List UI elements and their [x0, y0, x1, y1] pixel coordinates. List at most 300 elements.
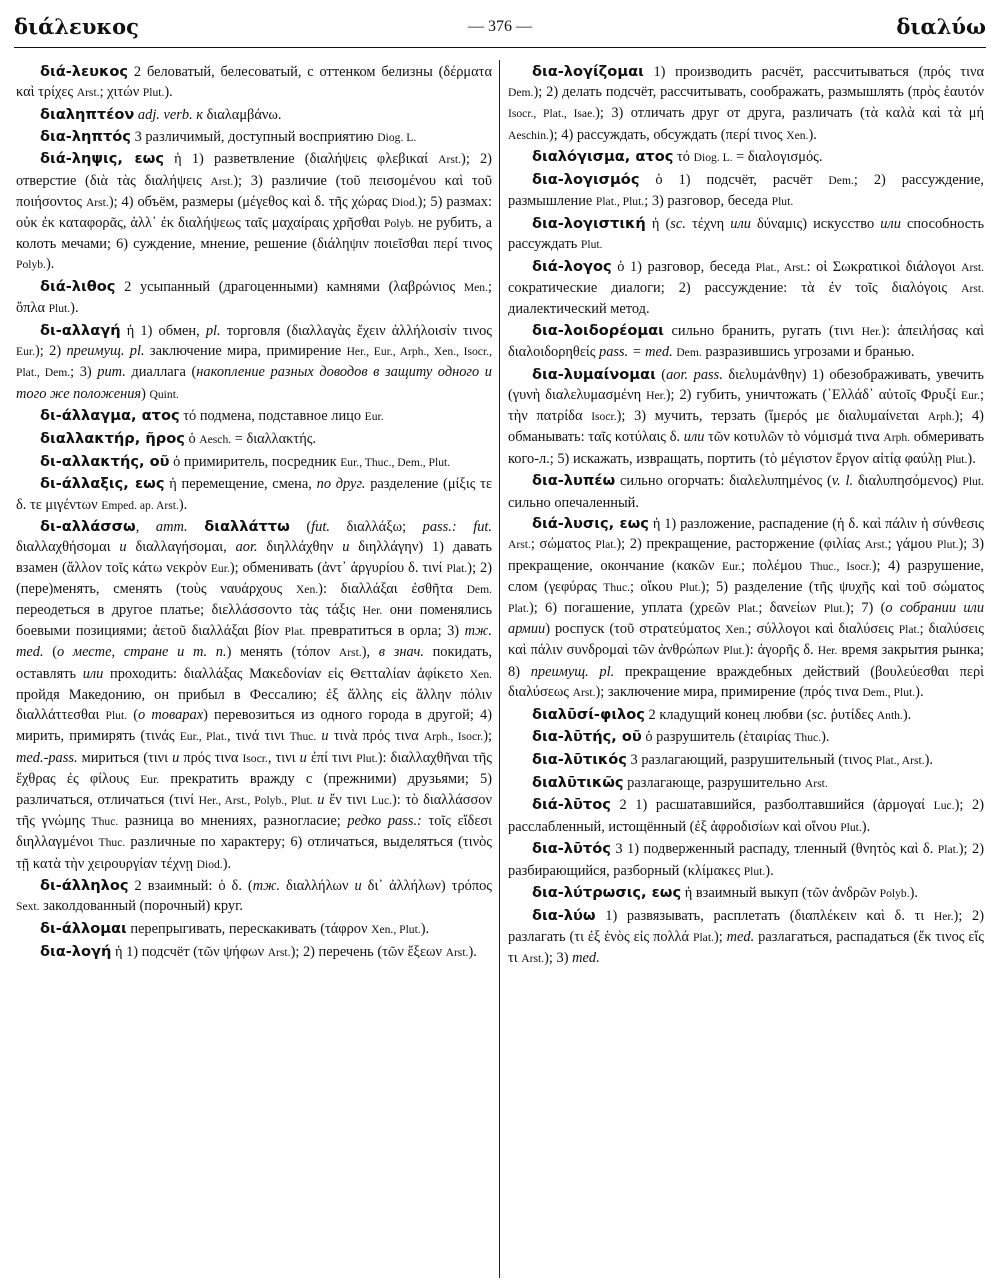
dictionary-entry	[16, 105, 492, 125]
entry-text: ἡ 1) разложение, распадение (ἡ δ. καὶ πάλιν ἡ σύνθεσις	[648, 516, 984, 533]
entry-text: δύναμις) искусство	[750, 215, 881, 232]
dictionary-entry	[16, 149, 492, 275]
headword: δια-λυμαίνομαι	[532, 365, 656, 383]
source-abbrev: Arst.	[961, 282, 984, 296]
entry-text: ): ἀπειλήσας καὶ διαλοιδορηθείς	[508, 322, 984, 361]
source-abbrev: Diod.	[391, 195, 418, 209]
entry-text: ἡ 1) разветвление (διαλήψεις φλεβικαί	[164, 151, 439, 168]
italic-gloss: и	[354, 878, 362, 895]
entry-text: , τινι	[267, 749, 300, 766]
source-abbrev: Arst.	[338, 646, 362, 660]
source-abbrev: Plat.	[693, 931, 714, 945]
italic-gloss: или	[683, 429, 705, 446]
headword: διαλῡτικῶς	[532, 773, 624, 791]
entry-text: = διαλλακτής.	[231, 430, 317, 447]
entry-text: δι᾿ ἀλλήλων) τρόπος	[361, 878, 492, 895]
source-abbrev: Aesch.	[199, 432, 232, 446]
entry-text: ); 3) отличать друг от друга, различать (τὰ καλὰ καὶ τὰ μή	[595, 105, 984, 122]
dictionary-entry	[508, 705, 984, 726]
italic-gloss: или	[730, 215, 751, 232]
entry-text: διελυμάνθην) 1) обезображивать, увечить (γυνὴ διαλελυμασμένη	[508, 366, 984, 404]
entry-text: проходить: διαλλάξας Μακεδονίαν εἰς Θετταλίαν ἀφίκετο	[103, 665, 470, 682]
entry-text: , τινά τινι	[226, 728, 290, 745]
source-abbrev: Eur., Plat.	[179, 730, 227, 744]
source-abbrev: Plut.	[580, 238, 603, 252]
source-abbrev: Plut.	[823, 602, 846, 616]
dictionary-entry	[508, 62, 984, 146]
dictionary-entry	[508, 839, 984, 881]
dictionary-entry	[508, 321, 984, 363]
entry-text: разлагаться, распадаться (ἔκ τινος εἴς τι	[508, 929, 984, 967]
entry-text: ).	[861, 818, 871, 835]
entry-text: διαλυπησόμενος)	[853, 473, 963, 490]
entry-text: сократические диалоги; 2) рассуждение: τὰ ἐν τοῖς διαλόγοις	[508, 280, 962, 297]
headword: δια-λογιστική	[532, 214, 646, 232]
source-abbrev: Her., Eur., Arph., Xen., Isocr., Plat., Dem.	[16, 345, 492, 380]
source-abbrev: Diod.	[196, 857, 223, 871]
dictionary-entry	[508, 773, 984, 794]
source-abbrev: Dem., Plut.	[862, 685, 916, 699]
source-abbrev: Plat., Arst.	[755, 260, 807, 274]
source-abbrev: Xen.	[469, 667, 492, 681]
entry-text: ); 2) (пере)менять, сменять (τοὺς ναυάρχους	[16, 559, 492, 597]
source-abbrev: Xen., Plut.	[371, 923, 421, 937]
italic-gloss: med.	[572, 950, 600, 967]
headword: δια-λογισμός	[532, 171, 640, 189]
source-abbrev: Thuc.	[98, 836, 126, 850]
source-abbrev: Eur.	[960, 389, 980, 403]
entry-text: ; σύλλογοι καὶ διαλύσεις	[747, 621, 899, 638]
entry-text: сильно огорчать: διαλελυπημένος (	[615, 473, 832, 490]
entry-text: ); 5) размах: οὐκ ἐκ καταφορᾶς, ἀλλ᾿ ἐκ διαλήψεως ταῖς μαχαίραις χρῆσθαι	[16, 193, 492, 231]
entry-text: не рубить, а колоть мечами; 6) суждение, мнение, решение (διάληψιν ποιεῖσθαι περί τινος	[16, 214, 492, 253]
entry-text: );	[713, 929, 727, 946]
headword: διαλῡσί-φιλος	[532, 705, 645, 723]
italic-gloss: и	[172, 749, 180, 766]
entry-text: ); 2)	[35, 343, 67, 360]
headword: δι-άλλομαι	[40, 920, 127, 938]
entry-text: ὁ 1) разговор, беседа	[611, 258, 756, 275]
source-abbrev: Eur.	[140, 772, 160, 786]
headword: δια-λῡτής, οῦ	[532, 728, 642, 746]
entry-text: ).	[821, 729, 830, 746]
entry-text: 2 взаимный: ὁ δ. (	[128, 878, 253, 895]
source-abbrev: Plut.	[945, 452, 968, 466]
entry-text: ; 2) рассуждение, размышление	[508, 172, 984, 210]
italic-gloss: и	[299, 749, 307, 766]
entry-text: различные по характеру; 6) отличаться, выделяться (τινὸς τῇ κατὰ τὴν χειρουργίαν τέχνῃ	[16, 834, 492, 872]
dictionary-entry	[16, 127, 492, 148]
source-abbrev: Luc.	[371, 793, 392, 807]
entry-text: ).	[45, 256, 55, 273]
italic-gloss: sc.	[670, 215, 686, 232]
entry-text: ἡ перемещение, смена,	[164, 476, 317, 493]
entry-text: ); 2) прекращение, расторжение (φιλίας	[616, 536, 865, 553]
dictionary-entry	[16, 62, 492, 103]
source-abbrev: Arst.	[85, 195, 109, 209]
italic-gloss: редко pass.:	[347, 813, 422, 830]
entry-text: ); 4) объём, размеры (μέγεθος καὶ δ. τῆς χώρας	[108, 193, 392, 210]
source-abbrev: Arph.	[883, 431, 911, 445]
headword: διά-ληψις, εως	[40, 150, 164, 168]
source-abbrev: Isocr.	[591, 410, 617, 424]
source-abbrev: Thuc.	[603, 580, 630, 594]
page-number: — 376 —	[468, 18, 532, 35]
source-abbrev: Plut.	[840, 820, 862, 834]
dictionary-entry	[508, 170, 984, 212]
source-abbrev: Xen.	[725, 623, 748, 637]
entry-text: ἡ 1) подсчёт (τῶν ψήφων	[111, 943, 268, 960]
italic-gloss: о месте, стране и т. п.	[57, 644, 227, 661]
source-abbrev: Luc.	[933, 799, 955, 813]
entry-text: ).	[909, 885, 919, 902]
source-abbrev: Anth.	[876, 708, 903, 722]
italic-gloss: рит.	[97, 364, 126, 381]
entry-text: ); 2) разбирающийся, разборный (κλίμακες	[508, 841, 984, 879]
headword: διαλόγισμα, ατος	[532, 148, 674, 166]
entry-text: сильно бранить, ругать (τινι	[663, 322, 862, 339]
entry-text: ) роспуск (τοῦ στρατεύματος	[545, 621, 726, 638]
source-abbrev: Plut.	[105, 709, 128, 723]
italic-gloss: med.	[726, 929, 755, 946]
header-rule	[14, 47, 986, 48]
source-abbrev: Plut.	[356, 751, 378, 765]
entry-text: ).	[222, 855, 232, 872]
source-abbrev: Plat.	[508, 602, 529, 616]
entry-text: 2 1) расшатавшийся, разболтавшийся (ἁρμογαί	[610, 797, 934, 814]
source-abbrev: Arst.	[445, 945, 469, 959]
source-abbrev: Plut.	[962, 475, 984, 489]
source-abbrev: Diog. L.	[377, 130, 417, 144]
entry-text: ; διαλύσεις καὶ πάλιν συνδρομαὶ τῶν ἀνθρώπων	[508, 621, 984, 659]
entry-text: ; σώματος	[530, 536, 596, 553]
dictionary-entry	[16, 517, 492, 874]
entry-text: ); 7) (	[845, 600, 886, 617]
entry-text: заключение мира, примирение	[144, 343, 347, 360]
entry-text: они поменялись боевыми позициями; ἀετοῦ διαλλάξαι βίον	[16, 602, 492, 640]
entry-text: ); 2) отверстие (διὰ τὰς διαλήψεις	[16, 151, 492, 189]
entry-text: ἔν τινι	[324, 791, 372, 808]
right-column	[508, 62, 984, 1277]
dictionary-entry	[16, 474, 492, 515]
source-abbrev: Thuc.	[91, 815, 119, 829]
entry-text: = διαλογισμός.	[732, 149, 823, 166]
source-abbrev: Emped. ap. Arst.	[101, 498, 179, 512]
entry-text: диалектический метод.	[508, 301, 650, 318]
dictionary-entry	[508, 727, 984, 748]
entry-text: ; 3) разговор, беседа	[644, 193, 772, 210]
headword: δια-λογή	[40, 942, 112, 960]
entry-text: ).	[902, 706, 912, 723]
entry-text: ): διαλλαχθῆναι τῆς ἔχθρας ἐς φίλους	[16, 749, 492, 787]
italic-gloss: или	[880, 215, 901, 232]
source-abbrev: Eur.	[721, 559, 741, 573]
entry-text: ); 3) различие (τοῦ πεισομένου καὶ τοῦ ποιήσοντος	[16, 172, 492, 210]
italic-gloss: о товарах	[138, 707, 204, 724]
source-abbrev: Sext.	[16, 900, 40, 914]
source-abbrev: Plut.	[142, 86, 165, 100]
entry-text: переодеться в другое платье; διελλάσσοντο τὰς τάξις	[16, 602, 363, 619]
source-abbrev: Eur.	[210, 561, 230, 575]
entry-text: покидать, оставлять	[16, 644, 492, 682]
column-divider	[499, 60, 500, 1278]
page-header	[14, 12, 986, 46]
entry-text: разница во мнениях, разногласие;	[118, 813, 348, 830]
entry-text: ); 2) перечень (τῶν ἕξεων	[290, 943, 446, 960]
source-abbrev: Arph.	[927, 410, 955, 424]
source-abbrev: Diog. L.	[693, 151, 733, 165]
entry-text: ); 6) погашение, уплата (χρεῶν	[528, 600, 738, 617]
entry-text: 1) развязывать, расплетать (διαπλέκειν καὶ δ. τι	[595, 907, 934, 924]
entry-text: разделение (μίξις τε δ. τε μιγέντων	[16, 476, 492, 513]
entry-text: )	[141, 385, 150, 402]
entry-text: ἡ (	[645, 215, 671, 232]
entry-text: ),	[361, 644, 379, 661]
italic-gloss: sc.	[811, 706, 828, 723]
entry-text: ; χιτών	[99, 84, 143, 101]
italic-gloss: в знач.	[378, 644, 424, 661]
entry-text: ); 2) губить, уничтожать (᾿Ελλάδ᾿ αὐτοῖς Φρυξί	[665, 387, 961, 404]
entry-text: разлагающе, разрушительно	[623, 774, 805, 791]
italic-gloss: pass.: fut.	[422, 519, 492, 536]
source-abbrev: Eur.	[364, 410, 384, 424]
entry-text: ; δανείων	[758, 600, 824, 617]
entry-text: ῥυτίδες	[827, 706, 877, 723]
entry-text: сильно опечаленный.	[508, 494, 639, 511]
entry-text: ).	[420, 921, 430, 938]
entry-text: обмеривать кого-л.; 5) искажать, извращать, портить (τὸ μέγιστον ἔργον αἰτίᾳ φαύλῃ	[508, 429, 984, 467]
entry-text: ; οἴκου	[630, 578, 680, 595]
headword: διά-λῡτος	[532, 796, 611, 814]
entry-text: (	[43, 644, 58, 661]
dictionary-entry	[508, 750, 984, 771]
italic-gloss: aor. pass.	[666, 366, 723, 383]
source-abbrev: Men.	[463, 281, 488, 295]
entry-text: ) перевозиться из одного города в другой; 4) мирить, примирять (τινάς	[16, 707, 492, 745]
italic-gloss: pl.	[205, 322, 221, 339]
italic-gloss: и	[342, 539, 350, 556]
headword: διαλλάττω	[204, 518, 290, 536]
headword: δια-λυπέω	[532, 472, 616, 490]
entry-text: ).	[164, 84, 173, 101]
source-abbrev: Xen.	[295, 582, 319, 596]
source-abbrev: Arph., Isocr.	[423, 730, 484, 744]
italic-gloss: aor.	[235, 539, 258, 556]
entry-text: ).	[765, 862, 774, 879]
entry-text: торговля (διαλλαγὰς ἔχειν ἀλλήλοισίν τινος	[220, 322, 492, 339]
entry-text: ); 3) прекращение, окончание (κακῶν	[508, 536, 984, 574]
entry-text: ὁ примиритель, посредник	[169, 453, 341, 470]
italic-gloss: fut.	[311, 519, 330, 536]
source-abbrev: Isocr., Plat., Isae.	[508, 107, 596, 121]
dictionary-entry	[508, 365, 984, 470]
entry-text: διαλαμβάνω.	[203, 106, 282, 123]
entry-text: ).	[915, 683, 924, 700]
dictionary-entry	[16, 277, 492, 319]
entry-text: ): τὸ διαλλάσσον τῆς γνώμης	[16, 791, 492, 830]
entry-text: ; ὅπλα	[16, 279, 492, 317]
entry-text: ); 4) рассуждать, обсуждать (περί τινος	[548, 126, 787, 143]
entry-text: ὁ 1) подсчёт, расчёт	[639, 172, 829, 189]
italic-gloss: и	[317, 791, 325, 808]
source-abbrev: Thuc.	[289, 730, 317, 744]
entry-text: ,	[135, 519, 156, 536]
dictionary-entry	[508, 795, 984, 837]
header-first-headword: διάλευκος	[14, 14, 139, 39]
italic-gloss: по друг.	[316, 476, 366, 493]
entry-text: пройдя Македонию, он прибыл в Фессалию; ἐξ ἄλλης εἰς ἄλλην πόλιν διαλλάττεσθαι	[16, 686, 492, 724]
entry-text: ); 2) разлагать (τι ἐξ ἑνὸς εἰς πολλά	[508, 907, 984, 946]
entry-text: διαλλήλων	[280, 878, 355, 895]
entry-text: τό подмена, подставное лицо	[179, 408, 365, 425]
dictionary-entry	[508, 471, 984, 512]
headword: δια-λῡτός	[532, 840, 611, 858]
headword: δι-αλλαγή	[40, 321, 121, 339]
source-abbrev: Eur., Thuc., Dem., Plut.	[340, 455, 451, 469]
entry-text: διαλλαγήσομαι,	[126, 539, 236, 556]
entry-text: ); 3) мучить, терзать (ἵμερός με διαλυμαίνεται	[616, 408, 928, 425]
source-abbrev: Arst.	[438, 153, 462, 167]
entry-text: 3 1) подверженный распаду, тленный (θνητὸς καὶ δ.	[610, 841, 938, 858]
source-abbrev: Arst.	[267, 945, 291, 959]
italic-gloss: атт.	[155, 519, 188, 536]
entry-text: ): ἀγορῆς δ.	[744, 642, 818, 659]
source-abbrev: Quint.	[149, 387, 179, 401]
source-abbrev: Plat.	[446, 561, 468, 575]
entry-text: ); обменивать (ἀντ᾿ ἀργυρίου δ. τινί	[229, 559, 447, 576]
dictionary-entry	[16, 429, 492, 450]
dictionary-entry	[508, 906, 984, 970]
source-abbrev: Plat.	[284, 625, 306, 639]
entry-text: ).	[468, 943, 477, 960]
entry-text: τό	[673, 149, 694, 166]
headword: δι-αλλάσσω	[40, 518, 136, 536]
entry-text: ἐπί τινι	[306, 749, 357, 766]
source-abbrev: Thuc.	[794, 731, 822, 745]
entry-text: ): διαλλάξαι ἐσθῆτα	[318, 580, 467, 597]
headword: δια-λογίζομαι	[532, 63, 644, 80]
entry-text: способность рассуждать	[508, 215, 984, 253]
entry-text: διηλλάχθην	[257, 539, 343, 556]
italic-gloss: о собрании или армии	[508, 600, 984, 638]
headword: διά-λυσις, εως	[532, 515, 649, 533]
entry-text	[188, 519, 205, 535]
source-abbrev: Plat., Plut.	[595, 195, 645, 209]
dictionary-entry	[16, 942, 492, 963]
italic-gloss: v. l.	[831, 473, 854, 490]
entry-text: ); 2) делать подсчёт, рассчитывать, соображать, размышлять (πρὸς ἑαυτόν	[533, 84, 984, 101]
entry-text: τοῖς εἴδεσι διηλλαγμένοι	[16, 813, 492, 851]
entry-text: ); 3)	[544, 950, 573, 967]
italic-gloss: преимущ. pl.	[66, 343, 145, 360]
entry-text: прекращение враждебных действий (βουλεύεσθαι περὶ διαλύσεως	[508, 663, 984, 700]
source-abbrev: Plut.	[771, 195, 794, 209]
entry-text: ὁ разрушитель (ἑταιρίας	[641, 729, 795, 746]
entry-text: ἡ 1) обмен,	[120, 322, 206, 339]
entry-text: ).	[808, 126, 817, 143]
source-abbrev: Arst.	[76, 86, 100, 100]
source-abbrev: Her.	[817, 644, 838, 658]
italic-gloss: и	[119, 539, 127, 556]
entry-text: время закрытия рынка; 8)	[508, 642, 984, 680]
source-abbrev: Plat.	[737, 602, 759, 616]
entry-text: заколдованный (порочный) круг.	[39, 898, 243, 915]
entry-text: πρός τινα	[179, 749, 243, 766]
source-abbrev: Her.	[933, 909, 954, 923]
entry-text: ; 3)	[70, 364, 98, 381]
source-abbrev: Dem.	[676, 346, 702, 360]
entry-text: 1) производить расчёт, рассчитываться (πρός τινα	[643, 64, 984, 80]
entry-text: (	[127, 707, 139, 724]
source-abbrev: Arst.	[572, 685, 596, 699]
entry-text: мириться (τινι	[77, 749, 173, 766]
source-abbrev: Polyb.	[879, 887, 910, 901]
source-abbrev: Plat.	[595, 538, 617, 552]
source-abbrev: Arst.	[961, 260, 984, 274]
source-abbrev: Aeschin.	[508, 128, 549, 142]
source-abbrev: Xen.	[786, 128, 809, 142]
source-abbrev: Plut.	[936, 538, 959, 552]
dictionary-entry	[16, 876, 492, 917]
italic-gloss: накопление разных доводов в защиту одного и того же положения	[16, 364, 492, 402]
dictionary-entry	[508, 214, 984, 255]
entry-text: 3 различимый, доступный восприятию	[130, 128, 378, 145]
headword: διά-λιθος	[40, 278, 116, 296]
entry-text: διαλλάξω;	[329, 519, 423, 536]
entry-text: ).	[967, 450, 976, 467]
entry-text: ; πολέμου	[740, 557, 810, 574]
entry-text: ).	[924, 752, 934, 768]
headword: δια-λοιδορέομαι	[532, 321, 664, 339]
source-abbrev: Plut.	[723, 644, 745, 658]
italic-gloss: тж. med.	[16, 623, 492, 661]
headword: δια-ληπτός	[40, 127, 131, 145]
entry-text: (	[655, 366, 667, 383]
headword: δι-αλλακτής, οῦ	[40, 452, 170, 470]
source-abbrev: Plut.	[679, 580, 701, 594]
entry-text: ; γάμου	[887, 536, 937, 553]
entry-text: ; τὴν πατρίδα	[508, 387, 984, 425]
entry-text: 3 разлагающий, разрушительный (τινος	[626, 752, 876, 768]
headword: δι-άλλαγμα, ατος	[40, 407, 180, 425]
source-abbrev: Plut.	[48, 302, 71, 316]
left-column	[16, 62, 492, 1277]
entry-text: диаллага (	[125, 364, 197, 381]
headword: δια-λύω	[532, 906, 596, 924]
entry-text: τινὰ πρός τινα	[328, 728, 424, 745]
entry-text: прекратить вражду с (прежними) друзьями; 5) различаться, отличаться (τινί	[16, 770, 492, 808]
entry-text: 2 усыпанный (драгоценными) камнями (λαβρώνιος	[115, 279, 464, 296]
headword: διαληπτέον	[40, 105, 135, 123]
headword: δι-άλλαξις, εως	[40, 475, 165, 493]
entry-text: : οἱ Σωκρατικοὶ διάλογοι	[806, 258, 962, 275]
source-abbrev: Arst.	[864, 538, 888, 552]
entry-text: διαλλαχθήσομαι	[16, 539, 120, 556]
headword: διά-λευκος	[40, 63, 129, 80]
dictionary-entry	[508, 257, 984, 320]
entry-text: ).	[70, 300, 79, 317]
headword: δια-λύτρωσις, εως	[532, 884, 682, 902]
italic-gloss: и	[321, 728, 329, 745]
source-abbrev: Her.	[362, 604, 383, 618]
source-abbrev: Arst.	[508, 538, 531, 552]
header-last-headword: διαλύω	[896, 14, 986, 39]
source-abbrev: Dem.	[508, 86, 534, 100]
entry-text: (	[289, 519, 312, 536]
italic-gloss: преимущ. pl.	[530, 663, 615, 680]
source-abbrev: Arst.	[210, 174, 234, 188]
entry-text: 2 кладущий конец любви (	[644, 706, 812, 723]
